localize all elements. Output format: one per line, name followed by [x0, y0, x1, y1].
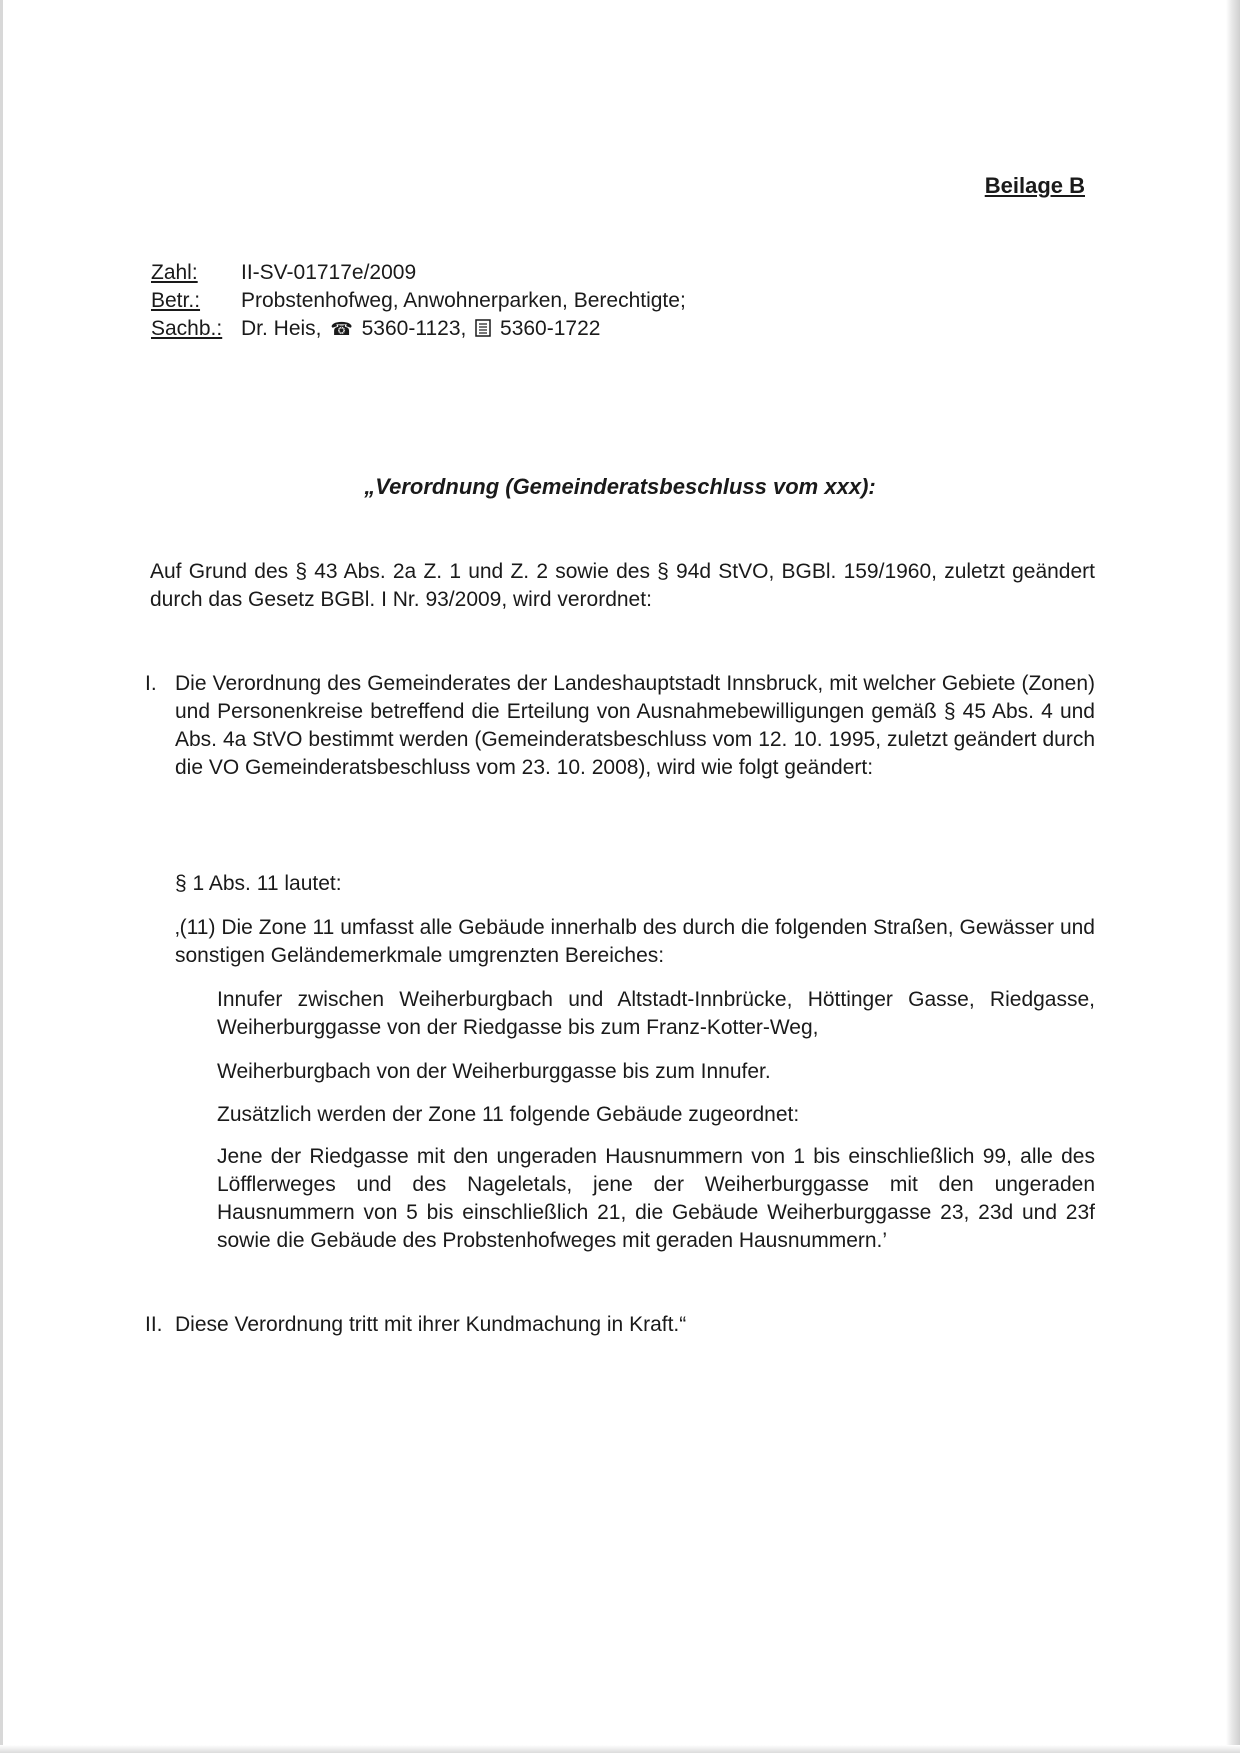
scan-edge-bottom: [0, 1745, 1240, 1753]
legal-basis-paragraph: Auf Grund des § 43 Abs. 2a Z. 1 und Z. 2 sowie des § 94d StVO, BGBl. 159/1960, zuletzt geändert durch das Gesetz BGBl. I Nr. 93/2009, wird verordnet:: [150, 560, 1095, 611]
clerk-phone: 5360-1123,: [361, 317, 467, 340]
scan-edge-right: [1226, 0, 1240, 1753]
article-number: I.: [145, 672, 157, 695]
reference-row-clerk: [151, 315, 686, 343]
clerk-name: Dr. Heis,: [241, 317, 322, 340]
zone-boundary-paragraph-1: Innufer zwischen Weiherburgbach und Altstadt-Innbrücke, Höttinger Gasse, Riedgasse, Weiherburggasse von der Riedgasse bis zum Franz-Kotter-Weg,: [217, 988, 1095, 1039]
zone-addition-intro: Zusätzlich werden der Zone 11 folgende Gebäude zugeordnet:: [217, 1103, 800, 1126]
zone-boundary-paragraph-2: Weiherburgbach von der Weiherburggasse bis zum Innufer.: [217, 1060, 771, 1083]
subject-value: Probstenhofweg, Anwohnerparken, Berechtigte;: [241, 289, 686, 312]
article-item-1: [145, 670, 1095, 782]
telephone-icon: ☎: [330, 319, 353, 339]
amendment-heading: § 1 Abs. 11 lautet:: [175, 872, 342, 895]
reference-value: II-SV-01717e/2009: [241, 261, 417, 284]
reference-key: Zahl:: [151, 261, 198, 284]
reference-block: [151, 259, 686, 343]
zone-addition-paragraph: Jene der Riedgasse mit den ungeraden Hausnummern von 1 bis einschließlich 99, alle des Löfflerweges und des Nageletals, jene der Weiherburggasse mit den ungeraden Hausnummern von 5 bis einschließlich 21, die Gebäude Weiherburggasse 23, 23d und 23f sowie die Gebäude des Probstenhofweges mit geraden Hausnummern.’: [217, 1145, 1095, 1252]
scan-edge-left: [0, 0, 3, 1753]
reference-row-subject: [151, 287, 686, 315]
article-number: II.: [145, 1313, 163, 1336]
article-text: Diese Verordnung tritt mit ihrer Kundmachung in Kraft.“: [175, 1313, 687, 1336]
clerk-fax: 5360-1722: [500, 317, 601, 340]
subject-key: Betr.:: [151, 289, 201, 312]
annex-label: Beilage B: [984, 173, 1085, 198]
article-text: Die Verordnung des Gemeinderates der Landeshauptstadt Innsbruck, mit welcher Gebiete (Zonen) und Personenkreise betreffend die Erteilung von Ausnahmebewilligungen gemäß § 45 Abs. 4 und Abs. 4a StVO bestimmt werden (Gemeinderatsbeschluss vom 12. 10. 1995, zuletzt geändert durch die VO Gemeinderatsbeschluss vom 23. 10. 2008), wird wie folgt geändert:: [175, 672, 1095, 779]
clerk-key: Sachb.:: [151, 317, 223, 340]
clerk-value: [241, 315, 600, 343]
amendment-lead: ‚(11) Die Zone 11 umfasst alle Gebäude innerhalb des durch die folgenden Straßen, Gewässer und sonstigen Geländemerkmale umgrenzten Bereiches:: [175, 916, 1095, 967]
reference-row-number: [151, 259, 686, 287]
ordinance-title: „Verordnung (Gemeinderatsbeschluss vom xxx):: [364, 474, 876, 499]
article-item-2: [145, 1311, 1095, 1339]
fax-icon: [475, 315, 491, 343]
